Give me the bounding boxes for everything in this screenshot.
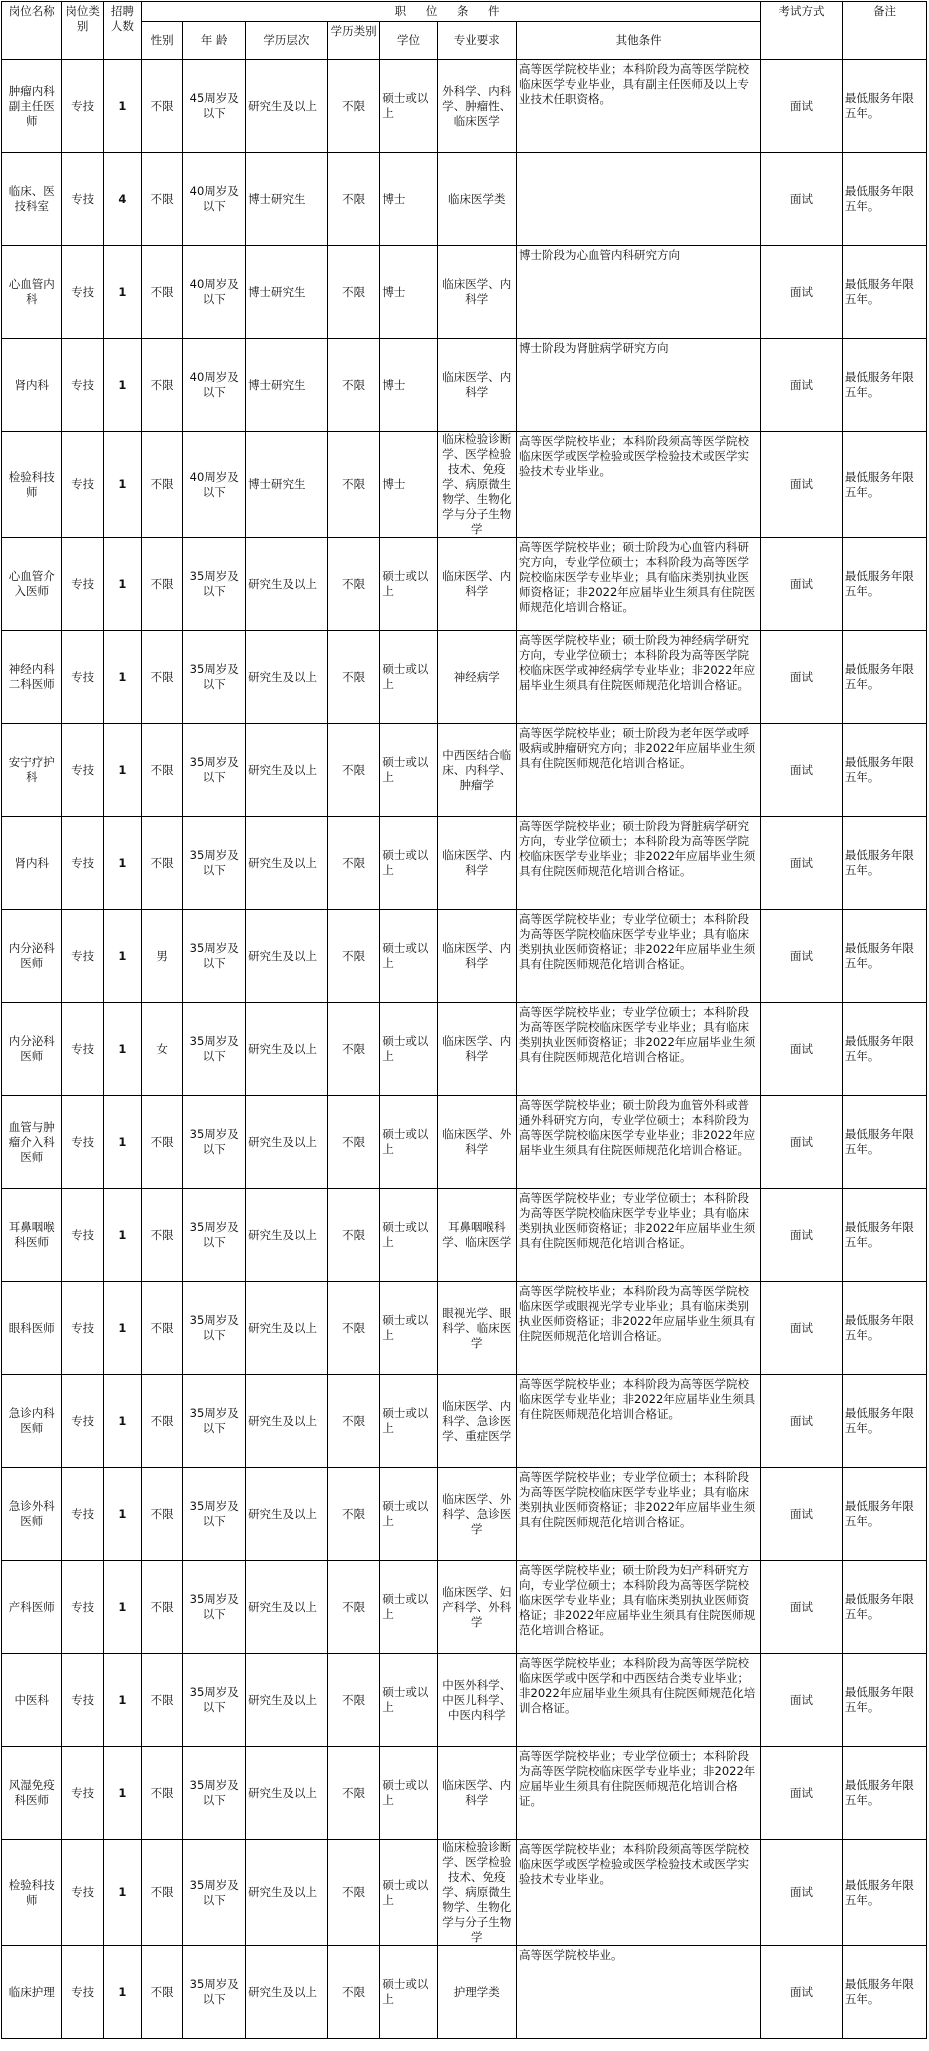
cell-degree: 硕士或以上 xyxy=(380,1282,437,1375)
cell-position-type: 专技 xyxy=(62,1282,103,1375)
cell-other-conditions: 高等医学院校毕业；本科阶段须高等医学院校临床医学或医学检验或医学检验技术或医学实验技术专业毕业。 xyxy=(517,1840,761,1946)
cell-gender: 不限 xyxy=(141,724,182,817)
cell-major: 临床医学、内科学 xyxy=(437,817,517,910)
cell-edu-level: 研究生及以上 xyxy=(246,60,328,153)
cell-age: 35周岁及以下 xyxy=(183,1189,246,1282)
cell-edu-type: 不限 xyxy=(327,724,380,817)
cell-position-name: 临床、医技科室 xyxy=(2,153,62,246)
cell-remark: 最低服务年限五年。 xyxy=(842,1468,926,1561)
header-row-1 xyxy=(2,2,927,22)
cell-degree: 硕士或以上 xyxy=(380,1189,437,1282)
job-table-container xyxy=(1,1,927,2039)
cell-position-name: 检验科技师 xyxy=(2,432,62,538)
cell-exam: 面试 xyxy=(761,1468,843,1561)
cell-age: 45周岁及以下 xyxy=(183,60,246,153)
cell-headcount: 1 xyxy=(103,1096,141,1189)
cell-position-type: 专技 xyxy=(62,1654,103,1747)
cell-position-type: 专技 xyxy=(62,1096,103,1189)
table-row xyxy=(2,817,927,910)
cell-gender: 不限 xyxy=(141,1946,182,2039)
header-exam: 考试方式 xyxy=(761,2,843,60)
cell-edu-level: 研究生及以上 xyxy=(246,1747,328,1840)
cell-remark: 最低服务年限五年。 xyxy=(842,339,926,432)
cell-major: 外科学、内科学、肿瘤性、临床医学 xyxy=(437,60,517,153)
table-row xyxy=(2,246,927,339)
cell-other-conditions: 高等医学院校毕业；硕士阶段为肾脏病学研究方向，专业学位硕士；本科阶段为高等医学院校临床医学专业毕业；非2022年应届毕业生须具有住院医师规范化培训合格证。 xyxy=(517,817,761,910)
cell-edu-level: 研究生及以上 xyxy=(246,538,328,631)
cell-other-conditions: 高等医学院校毕业；专业学位硕士；本科阶段为高等医学院校临床医学专业毕业；具有临床类别执业医师资格证；非2022年应届毕业生须具有住院医师规范化培训合格证。 xyxy=(517,1003,761,1096)
table-row xyxy=(2,1468,927,1561)
cell-age: 35周岁及以下 xyxy=(183,1840,246,1946)
cell-position-name: 心血管内科 xyxy=(2,246,62,339)
cell-gender: 不限 xyxy=(141,1096,182,1189)
cell-remark: 最低服务年限五年。 xyxy=(842,432,926,538)
cell-major: 耳鼻咽喉科学、临床医学 xyxy=(437,1189,517,1282)
cell-major: 临床医学、内科学 xyxy=(437,339,517,432)
cell-remark: 最低服务年限五年。 xyxy=(842,817,926,910)
header-position-name: 岗位名称 xyxy=(2,2,62,60)
cell-edu-type: 不限 xyxy=(327,1003,380,1096)
cell-other-conditions: 高等医学院校毕业；硕士阶段为神经病学研究方向，专业学位硕士；本科阶段为高等医学院校临床医学或神经病学专业毕业；非2022年应届毕业生须具有住院医师规范化培训合格证。 xyxy=(517,631,761,724)
cell-exam: 面试 xyxy=(761,1561,843,1654)
cell-degree: 硕士或以上 xyxy=(380,1654,437,1747)
cell-edu-type: 不限 xyxy=(327,631,380,724)
cell-position-type: 专技 xyxy=(62,910,103,1003)
cell-edu-type: 不限 xyxy=(327,1096,380,1189)
cell-edu-level: 研究生及以上 xyxy=(246,1654,328,1747)
cell-gender: 女 xyxy=(141,1003,182,1096)
cell-gender: 不限 xyxy=(141,153,182,246)
cell-age: 35周岁及以下 xyxy=(183,1468,246,1561)
cell-remark: 最低服务年限五年。 xyxy=(842,724,926,817)
cell-edu-type: 不限 xyxy=(327,1375,380,1468)
cell-position-type: 专技 xyxy=(62,1840,103,1946)
cell-headcount: 1 xyxy=(103,538,141,631)
cell-major: 临床医学、外科学 xyxy=(437,1096,517,1189)
cell-age: 35周岁及以下 xyxy=(183,1561,246,1654)
cell-exam: 面试 xyxy=(761,1096,843,1189)
table-row xyxy=(2,724,927,817)
cell-position-type: 专技 xyxy=(62,724,103,817)
cell-remark: 最低服务年限五年。 xyxy=(842,60,926,153)
cell-edu-type: 不限 xyxy=(327,246,380,339)
table-body xyxy=(2,60,927,2039)
cell-degree: 硕士或以上 xyxy=(380,910,437,1003)
cell-edu-level: 研究生及以上 xyxy=(246,1561,328,1654)
cell-other-conditions: 高等医学院校毕业；本科阶段为高等医学院校临床医学或中医学和中西医结合类专业毕业；非2022年应届毕业生须具有住院医师规范化培训合格证。 xyxy=(517,1654,761,1747)
header-edu-level: 学历层次 xyxy=(246,22,328,60)
cell-major: 中西医结合临床、内科学、肿瘤学 xyxy=(437,724,517,817)
cell-position-name: 内分泌科医师 xyxy=(2,1003,62,1096)
cell-other-conditions: 高等医学院校毕业；本科阶段为高等医学院校临床医学专业毕业；非2022年应届毕业生须具有住院医师规范化培训合格证。 xyxy=(517,1375,761,1468)
cell-position-name: 血管与肿瘤介入科医师 xyxy=(2,1096,62,1189)
cell-headcount: 1 xyxy=(103,1468,141,1561)
cell-gender: 不限 xyxy=(141,1747,182,1840)
header-degree: 学位 xyxy=(380,22,437,60)
cell-major: 临床医学、内科学 xyxy=(437,1747,517,1840)
cell-exam: 面试 xyxy=(761,339,843,432)
cell-edu-level: 研究生及以上 xyxy=(246,724,328,817)
cell-exam: 面试 xyxy=(761,817,843,910)
cell-headcount: 1 xyxy=(103,631,141,724)
cell-gender: 不限 xyxy=(141,1282,182,1375)
cell-other-conditions: 高等医学院校毕业；硕士阶段为心血管内科研究方向，专业学位硕士；本科阶段为高等医学院校临床医学专业毕业；具有临床类别执业医师资格证；非2022年应届毕业生须具有住院医师规范化培训合格证。 xyxy=(517,538,761,631)
cell-edu-level: 研究生及以上 xyxy=(246,910,328,1003)
cell-remark: 最低服务年限五年。 xyxy=(842,1840,926,1946)
cell-major: 临床医学类 xyxy=(437,153,517,246)
cell-other-conditions xyxy=(517,153,761,246)
cell-edu-type: 不限 xyxy=(327,60,380,153)
cell-edu-type: 不限 xyxy=(327,1840,380,1946)
cell-remark: 最低服务年限五年。 xyxy=(842,1654,926,1747)
cell-edu-type: 不限 xyxy=(327,1468,380,1561)
cell-position-name: 风湿免疫科医师 xyxy=(2,1747,62,1840)
cell-exam: 面试 xyxy=(761,246,843,339)
cell-headcount: 1 xyxy=(103,724,141,817)
cell-exam: 面试 xyxy=(761,1282,843,1375)
cell-degree: 硕士或以上 xyxy=(380,1561,437,1654)
cell-edu-type: 不限 xyxy=(327,1561,380,1654)
cell-age: 35周岁及以下 xyxy=(183,1375,246,1468)
header-conditions-group: 职 位 条 件 xyxy=(141,2,760,22)
cell-degree: 博士 xyxy=(380,153,437,246)
cell-edu-type: 不限 xyxy=(327,538,380,631)
cell-exam: 面试 xyxy=(761,432,843,538)
cell-major: 临床医学、内科学 xyxy=(437,1003,517,1096)
cell-major: 临床检验诊断学、医学检验技术、免疫学、病原微生物学、生物化学与分子生物学 xyxy=(437,1840,517,1946)
cell-edu-level: 博士研究生 xyxy=(246,339,328,432)
cell-position-name: 产科医师 xyxy=(2,1561,62,1654)
cell-other-conditions: 高等医学院校毕业；硕士阶段为妇产科研究方向，专业学位硕士；本科阶段为高等医学院校临床医学专业毕业；具有临床类别执业医师资格证；非2022年应届毕业生须具有住院医师规范化培训合格证。 xyxy=(517,1561,761,1654)
cell-degree: 硕士或以上 xyxy=(380,724,437,817)
cell-degree: 硕士或以上 xyxy=(380,1003,437,1096)
cell-position-type: 专技 xyxy=(62,1946,103,2039)
cell-exam: 面试 xyxy=(761,1654,843,1747)
cell-gender: 不限 xyxy=(141,60,182,153)
cell-other-conditions: 博士阶段为心血管内科研究方向 xyxy=(517,246,761,339)
job-table xyxy=(1,1,927,2039)
cell-degree: 硕士或以上 xyxy=(380,1946,437,2039)
cell-exam: 面试 xyxy=(761,153,843,246)
cell-major: 临床检验诊断学、医学检验技术、免疫学、病原微生物学、生物化学与分子生物学 xyxy=(437,432,517,538)
cell-gender: 不限 xyxy=(141,1189,182,1282)
cell-edu-level: 博士研究生 xyxy=(246,432,328,538)
cell-remark: 最低服务年限五年。 xyxy=(842,1375,926,1468)
header-age: 年 龄 xyxy=(183,22,246,60)
cell-major: 临床医学、内科学 xyxy=(437,538,517,631)
cell-gender: 不限 xyxy=(141,339,182,432)
cell-other-conditions: 高等医学院校毕业；专业学位硕士；本科阶段为高等医学院校临床医学专业毕业；具有临床类别执业医师资格证；非2022年应届毕业生须具有住院医师规范化培训合格证。 xyxy=(517,1468,761,1561)
cell-age: 35周岁及以下 xyxy=(183,1747,246,1840)
table-row xyxy=(2,1096,927,1189)
cell-major: 中医外科学、中医儿科学、中医内科学 xyxy=(437,1654,517,1747)
cell-other-conditions: 高等医学院校毕业；本科阶段为高等医学院校临床医学或眼视光学专业毕业；具有临床类别执业医师资格证；非2022年应届毕业生须具有住院医师规范化培训合格证。 xyxy=(517,1282,761,1375)
cell-other-conditions: 高等医学院校毕业；专业学位硕士；本科阶段为高等医学院校临床医学专业毕业；具有临床类别执业医师资格证；非2022年应届毕业生须具有住院医师规范化培训合格证。 xyxy=(517,910,761,1003)
cell-headcount: 1 xyxy=(103,1561,141,1654)
cell-other-conditions: 博士阶段为肾脏病学研究方向 xyxy=(517,339,761,432)
header-other: 其他条件 xyxy=(517,22,761,60)
cell-remark: 最低服务年限五年。 xyxy=(842,1561,926,1654)
cell-edu-level: 博士研究生 xyxy=(246,246,328,339)
cell-age: 40周岁及以下 xyxy=(183,339,246,432)
table-row xyxy=(2,1003,927,1096)
header-edu-type: 学历类别 xyxy=(327,22,380,60)
cell-gender: 不限 xyxy=(141,1375,182,1468)
cell-edu-level: 研究生及以上 xyxy=(246,817,328,910)
cell-headcount: 1 xyxy=(103,1747,141,1840)
header-position-type: 岗位类别 xyxy=(62,2,103,60)
table-row xyxy=(2,1561,927,1654)
cell-age: 40周岁及以下 xyxy=(183,432,246,538)
cell-age: 35周岁及以下 xyxy=(183,1946,246,2039)
cell-position-type: 专技 xyxy=(62,246,103,339)
cell-gender: 不限 xyxy=(141,631,182,724)
cell-edu-type: 不限 xyxy=(327,153,380,246)
cell-exam: 面试 xyxy=(761,724,843,817)
cell-position-name: 耳鼻咽喉科医师 xyxy=(2,1189,62,1282)
cell-remark: 最低服务年限五年。 xyxy=(842,1096,926,1189)
cell-degree: 博士 xyxy=(380,432,437,538)
cell-headcount: 1 xyxy=(103,910,141,1003)
cell-age: 35周岁及以下 xyxy=(183,910,246,1003)
cell-other-conditions: 高等医学院校毕业。 xyxy=(517,1946,761,2039)
cell-position-name: 中医科 xyxy=(2,1654,62,1747)
cell-degree: 硕士或以上 xyxy=(380,60,437,153)
table-row xyxy=(2,910,927,1003)
table-row xyxy=(2,1840,927,1946)
cell-exam: 面试 xyxy=(761,538,843,631)
cell-position-type: 专技 xyxy=(62,1189,103,1282)
cell-degree: 硕士或以上 xyxy=(380,1747,437,1840)
cell-remark: 最低服务年限五年。 xyxy=(842,1747,926,1840)
cell-remark: 最低服务年限五年。 xyxy=(842,1003,926,1096)
cell-headcount: 1 xyxy=(103,60,141,153)
cell-exam: 面试 xyxy=(761,631,843,724)
table-row xyxy=(2,60,927,153)
cell-gender: 不限 xyxy=(141,1561,182,1654)
cell-remark: 最低服务年限五年。 xyxy=(842,153,926,246)
cell-headcount: 4 xyxy=(103,153,141,246)
cell-degree: 硕士或以上 xyxy=(380,1468,437,1561)
cell-degree: 博士 xyxy=(380,339,437,432)
cell-gender: 不限 xyxy=(141,1654,182,1747)
cell-gender: 不限 xyxy=(141,817,182,910)
cell-edu-type: 不限 xyxy=(327,1189,380,1282)
cell-degree: 硕士或以上 xyxy=(380,1375,437,1468)
cell-headcount: 1 xyxy=(103,339,141,432)
cell-degree: 硕士或以上 xyxy=(380,1840,437,1946)
cell-other-conditions: 高等医学院校毕业；本科阶段为高等医学院校临床医学专业毕业，具有副主任医师及以上专业技术任职资格。 xyxy=(517,60,761,153)
cell-headcount: 1 xyxy=(103,1375,141,1468)
cell-other-conditions: 高等医学院校毕业；硕士阶段为血管外科或普通外科研究方向，专业学位硕士；本科阶段为高等医学院校临床医学专业毕业；非2022年应届毕业生须具有住院医师规范化培训合格证。 xyxy=(517,1096,761,1189)
cell-edu-level: 研究生及以上 xyxy=(246,1946,328,2039)
cell-edu-type: 不限 xyxy=(327,432,380,538)
cell-headcount: 1 xyxy=(103,1282,141,1375)
cell-position-type: 专技 xyxy=(62,1747,103,1840)
cell-position-name: 肾内科 xyxy=(2,339,62,432)
cell-exam: 面试 xyxy=(761,1375,843,1468)
table-row xyxy=(2,538,927,631)
cell-edu-type: 不限 xyxy=(327,1282,380,1375)
cell-position-name: 神经内科二科医师 xyxy=(2,631,62,724)
cell-position-type: 专技 xyxy=(62,60,103,153)
cell-major: 临床医学、内科学 xyxy=(437,246,517,339)
table-row xyxy=(2,432,927,538)
cell-gender: 不限 xyxy=(141,432,182,538)
table-row xyxy=(2,631,927,724)
cell-position-name: 眼科医师 xyxy=(2,1282,62,1375)
cell-remark: 最低服务年限五年。 xyxy=(842,1282,926,1375)
cell-edu-type: 不限 xyxy=(327,339,380,432)
cell-position-type: 专技 xyxy=(62,1561,103,1654)
cell-age: 40周岁及以下 xyxy=(183,246,246,339)
cell-edu-level: 研究生及以上 xyxy=(246,1375,328,1468)
cell-headcount: 1 xyxy=(103,817,141,910)
cell-other-conditions: 高等医学院校毕业；硕士阶段为老年医学或呼吸病或肿瘤研究方向；非2022年应届毕业生须具有住院医师规范化培训合格证。 xyxy=(517,724,761,817)
cell-position-name: 肿瘤内科副主任医师 xyxy=(2,60,62,153)
cell-edu-type: 不限 xyxy=(327,817,380,910)
cell-major: 临床医学、内科学 xyxy=(437,910,517,1003)
cell-age: 35周岁及以下 xyxy=(183,1282,246,1375)
cell-exam: 面试 xyxy=(761,1747,843,1840)
cell-exam: 面试 xyxy=(761,60,843,153)
cell-major: 临床医学、内科学、急诊医学、重症医学 xyxy=(437,1375,517,1468)
cell-edu-level: 研究生及以上 xyxy=(246,1468,328,1561)
cell-other-conditions: 高等医学院校毕业；专业学位硕士；本科阶段为高等医学院校临床医学专业毕业；具有临床类别执业医师资格证；非2022年应届毕业生须具有住院医师规范化培训合格证。 xyxy=(517,1189,761,1282)
cell-gender: 不限 xyxy=(141,1840,182,1946)
table-row xyxy=(2,1282,927,1375)
cell-age: 40周岁及以下 xyxy=(183,153,246,246)
cell-age: 35周岁及以下 xyxy=(183,538,246,631)
cell-position-type: 专技 xyxy=(62,432,103,538)
cell-position-name: 检验科技师 xyxy=(2,1840,62,1946)
table-row xyxy=(2,1946,927,2039)
cell-degree: 博士 xyxy=(380,246,437,339)
cell-position-type: 专技 xyxy=(62,631,103,724)
cell-edu-type: 不限 xyxy=(327,1654,380,1747)
cell-remark: 最低服务年限五年。 xyxy=(842,246,926,339)
cell-major: 眼视光学、眼科学、临床医学 xyxy=(437,1282,517,1375)
cell-exam: 面试 xyxy=(761,1003,843,1096)
header-remark: 备注 xyxy=(842,2,926,60)
cell-gender: 男 xyxy=(141,910,182,1003)
cell-position-type: 专技 xyxy=(62,1003,103,1096)
cell-exam: 面试 xyxy=(761,1189,843,1282)
cell-other-conditions: 高等医学院校毕业；本科阶段须高等医学院校临床医学或医学检验或医学检验技术或医学实验技术专业毕业。 xyxy=(517,432,761,538)
header-gender: 性别 xyxy=(141,22,182,60)
cell-position-name: 急诊内科医师 xyxy=(2,1375,62,1468)
cell-headcount: 1 xyxy=(103,1946,141,2039)
cell-edu-level: 研究生及以上 xyxy=(246,631,328,724)
cell-headcount: 1 xyxy=(103,1003,141,1096)
cell-major: 临床医学、妇产科学、外科学 xyxy=(437,1561,517,1654)
cell-position-type: 专技 xyxy=(62,817,103,910)
table-row xyxy=(2,1375,927,1468)
cell-edu-level: 博士研究生 xyxy=(246,153,328,246)
cell-degree: 硕士或以上 xyxy=(380,817,437,910)
cell-remark: 最低服务年限五年。 xyxy=(842,631,926,724)
cell-degree: 硕士或以上 xyxy=(380,631,437,724)
cell-position-name: 内分泌科医师 xyxy=(2,910,62,1003)
cell-gender: 不限 xyxy=(141,538,182,631)
cell-remark: 最低服务年限五年。 xyxy=(842,910,926,1003)
cell-exam: 面试 xyxy=(761,910,843,1003)
header-major: 专业要求 xyxy=(437,22,517,60)
cell-edu-type: 不限 xyxy=(327,1747,380,1840)
cell-gender: 不限 xyxy=(141,246,182,339)
cell-headcount: 1 xyxy=(103,1189,141,1282)
cell-exam: 面试 xyxy=(761,1840,843,1946)
cell-position-type: 专技 xyxy=(62,153,103,246)
cell-headcount: 1 xyxy=(103,1654,141,1747)
table-row xyxy=(2,1654,927,1747)
cell-position-name: 急诊外科医师 xyxy=(2,1468,62,1561)
cell-position-name: 安宁疗护科 xyxy=(2,724,62,817)
cell-exam: 面试 xyxy=(761,1946,843,2039)
cell-headcount: 1 xyxy=(103,246,141,339)
cell-degree: 硕士或以上 xyxy=(380,538,437,631)
cell-headcount: 1 xyxy=(103,1840,141,1946)
cell-age: 35周岁及以下 xyxy=(183,1096,246,1189)
cell-position-type: 专技 xyxy=(62,1375,103,1468)
cell-gender: 不限 xyxy=(141,1468,182,1561)
table-row xyxy=(2,1747,927,1840)
cell-age: 35周岁及以下 xyxy=(183,817,246,910)
cell-headcount: 1 xyxy=(103,432,141,538)
cell-major: 护理学类 xyxy=(437,1946,517,2039)
cell-other-conditions: 高等医学院校毕业；专业学位硕士；本科阶段为高等医学院校临床医学专业毕业；非2022年应届毕业生须具有住院医师规范化培训合格证。 xyxy=(517,1747,761,1840)
cell-major: 临床医学、外科学、急诊医学 xyxy=(437,1468,517,1561)
header-headcount: 招聘人数 xyxy=(103,2,141,60)
cell-edu-level: 研究生及以上 xyxy=(246,1096,328,1189)
cell-edu-level: 研究生及以上 xyxy=(246,1003,328,1096)
cell-position-type: 专技 xyxy=(62,339,103,432)
cell-edu-type: 不限 xyxy=(327,1946,380,2039)
cell-edu-level: 研究生及以上 xyxy=(246,1189,328,1282)
cell-remark: 最低服务年限五年。 xyxy=(842,1946,926,2039)
cell-edu-level: 研究生及以上 xyxy=(246,1840,328,1946)
cell-major: 神经病学 xyxy=(437,631,517,724)
table-row xyxy=(2,1189,927,1282)
table-row xyxy=(2,339,927,432)
cell-edu-type: 不限 xyxy=(327,910,380,1003)
cell-position-type: 专技 xyxy=(62,1468,103,1561)
cell-edu-level: 研究生及以上 xyxy=(246,1282,328,1375)
cell-age: 35周岁及以下 xyxy=(183,1003,246,1096)
cell-degree: 硕士或以上 xyxy=(380,1096,437,1189)
cell-age: 35周岁及以下 xyxy=(183,724,246,817)
cell-position-name: 心血管介入医师 xyxy=(2,538,62,631)
cell-position-name: 肾内科 xyxy=(2,817,62,910)
cell-position-type: 专技 xyxy=(62,538,103,631)
cell-age: 35周岁及以下 xyxy=(183,631,246,724)
cell-remark: 最低服务年限五年。 xyxy=(842,1189,926,1282)
cell-age: 35周岁及以下 xyxy=(183,1654,246,1747)
cell-position-name: 临床护理 xyxy=(2,1946,62,2039)
cell-remark: 最低服务年限五年。 xyxy=(842,538,926,631)
table-row xyxy=(2,153,927,246)
